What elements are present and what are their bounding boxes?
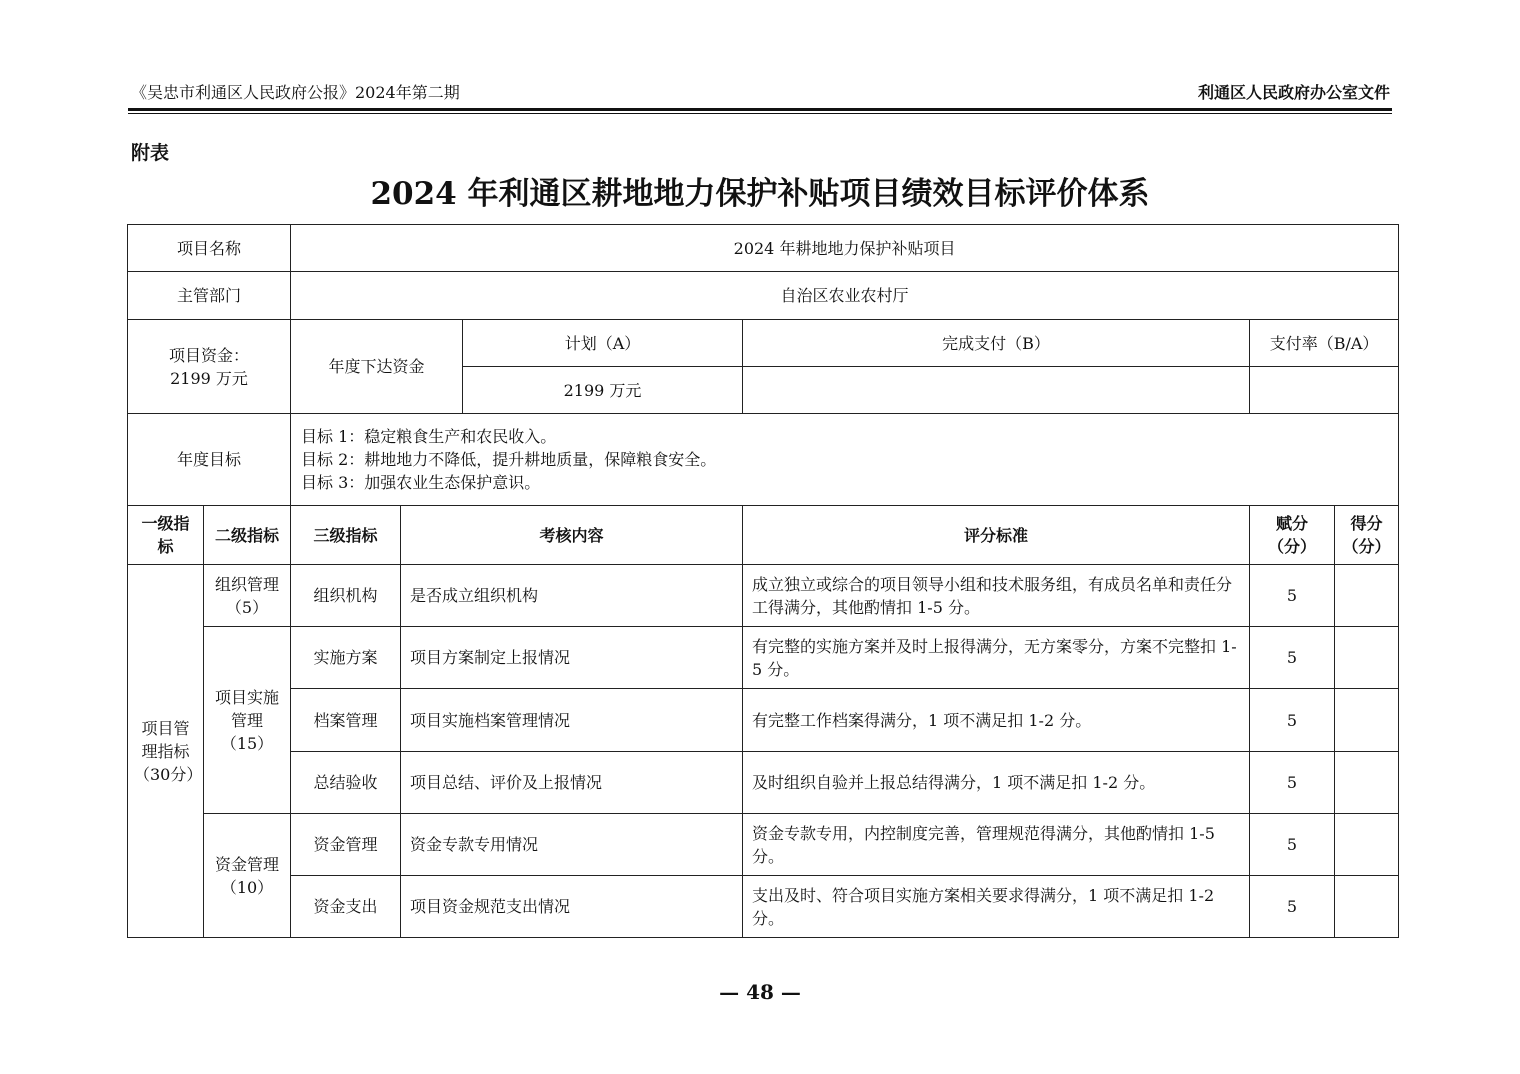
col-criteria: 评分标准 [743,506,1250,565]
col-level1: 一级指标 [128,506,204,565]
score-cell: 5 [1250,814,1335,876]
row-project-name [128,225,1399,272]
level3-cell: 档案管理 [291,689,401,752]
criteria-cell: 有完整的实施方案并及时上报得满分，无方案零分，方案不完整扣 1-5 分。 [743,627,1250,689]
paid-label: 完成支付（B） [743,320,1250,367]
goal-item: 目标 3：加强农业生态保护意识。 [301,473,541,492]
appendix-label: 附表 [131,142,170,164]
content-cell: 是否成立组织机构 [401,565,743,627]
col-score: 赋分（分） [1250,506,1335,565]
score-cell: 5 [1250,565,1335,627]
row-department [128,272,1399,320]
criteria-cell: 有完整工作档案得满分，1 项不满足扣 1-2 分。 [743,689,1250,752]
rate-value [1250,367,1399,414]
level2-group: 组织管理（5） [204,565,291,627]
annual-funds-label: 年度下达资金 [291,320,463,414]
level3-cell: 资金管理 [291,814,401,876]
funds-label-line2: 2199 万元 [170,368,248,388]
goal-item: 目标 2：耕地地力不降低，提升耕地质量，保障粮食安全。 [301,450,717,469]
level2-group: 资金管理（10） [204,814,291,938]
goal-label: 年度目标 [128,414,291,506]
plan-value: 2199 万元 [463,367,743,414]
table-row [128,565,1399,627]
criteria-cell: 成立独立或综合的项目领导小组和技术服务组，有成员名单和责任分工得满分，其他酌情扣 1-5 分。 [743,565,1250,627]
got-cell [1335,627,1399,689]
funds-label-line1: 项目资金： [169,345,250,365]
table-row [128,627,1399,689]
column-header-row [128,506,1399,565]
gazette-header-left: 《吴忠市利通区人民政府公报》2024年第二期 [131,83,460,102]
content-cell: 项目实施档案管理情况 [401,689,743,752]
header-rule-thick [128,108,1392,111]
content-cell: 项目方案制定上报情况 [401,627,743,689]
score-cell: 5 [1250,627,1335,689]
row-funds-header [128,320,1399,367]
level3-cell: 组织机构 [291,565,401,627]
table-row [128,752,1399,814]
content-cell: 项目总结、评价及上报情况 [401,752,743,814]
content-cell: 项目资金规范支出情况 [401,876,743,938]
level3-cell: 总结验收 [291,752,401,814]
score-cell: 5 [1250,752,1335,814]
plan-label: 计划（A） [463,320,743,367]
gazette-header-right: 利通区人民政府办公室文件 [1197,83,1390,102]
paid-value [743,367,1250,414]
score-cell: 5 [1250,876,1335,938]
rate-label: 支付率（B/A） [1250,320,1399,367]
criteria-cell: 资金专款专用，内控制度完善，管理规范得满分，其他酌情扣 1-5 分。 [743,814,1250,876]
criteria-cell: 及时组织自验并上报总结得满分，1 项不满足扣 1-2 分。 [743,752,1250,814]
table-row [128,689,1399,752]
col-level2: 二级指标 [204,506,291,565]
level2-group: 项目实施管理（15） [204,627,291,814]
col-level3: 三级指标 [291,506,401,565]
got-cell [1335,876,1399,938]
goal-item: 目标 1：稳定粮食生产和农民收入。 [301,427,557,446]
header-rule-thin [128,113,1392,114]
page-title: 2024 年利通区耕地地力保护补贴项目绩效目标评价体系 [370,176,1150,212]
got-cell [1335,689,1399,752]
criteria-cell: 支出及时、符合项目实施方案相关要求得满分，1 项不满足扣 1-2 分。 [743,876,1250,938]
content-cell: 资金专款专用情况 [401,814,743,876]
level3-cell: 资金支出 [291,876,401,938]
dept-label: 主管部门 [128,272,291,320]
row-annual-goals [128,414,1399,506]
funds-label [128,320,291,414]
project-name-label: 项目名称 [128,225,291,272]
got-cell [1335,814,1399,876]
page-number: — 48 — [719,980,801,1004]
score-cell: 5 [1250,689,1335,752]
project-name-value: 2024 年耕地地力保护补贴项目 [291,225,1399,272]
level1-group: 项目管理指标（30分） [128,565,204,938]
table-row [128,876,1399,938]
col-got: 得分（分） [1335,506,1399,565]
level3-cell: 实施方案 [291,627,401,689]
goal-list [291,414,1399,506]
dept-value: 自治区农业农村厅 [291,272,1399,320]
table-row [128,814,1399,876]
evaluation-table [127,224,1399,938]
col-content: 考核内容 [401,506,743,565]
got-cell [1335,565,1399,627]
got-cell [1335,752,1399,814]
